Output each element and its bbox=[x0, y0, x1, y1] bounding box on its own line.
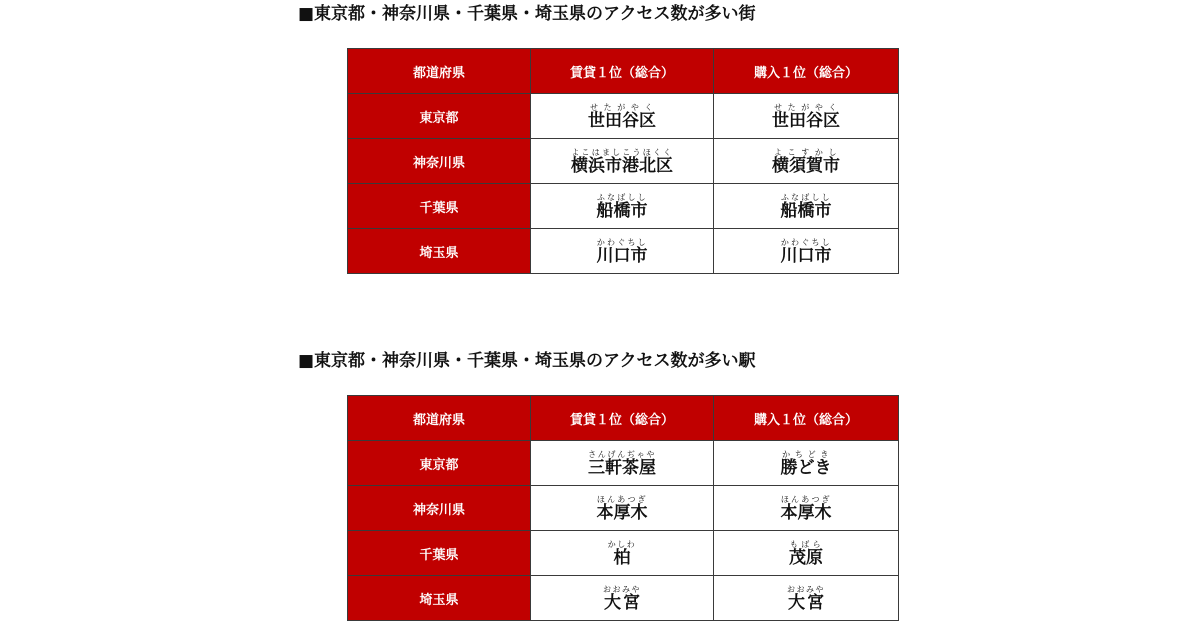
furigana: もばら bbox=[789, 539, 823, 549]
column-header-prefecture: 都道府県 bbox=[348, 49, 531, 94]
rent-cell bbox=[531, 139, 714, 184]
place-name: 横浜市港北区よこはましこうほくく bbox=[571, 147, 673, 176]
furigana: よこはましこうほくく bbox=[571, 147, 673, 157]
table-header-row bbox=[348, 49, 899, 94]
section-title-towns: ■東京都・神奈川県・千葉県・埼玉県のアクセス数が多い街 bbox=[298, 4, 756, 24]
rent-cell bbox=[531, 441, 714, 486]
table-row bbox=[348, 94, 899, 139]
place-name: 川口市かわぐちし bbox=[596, 237, 648, 266]
furigana: かわぐちし bbox=[596, 237, 648, 247]
station-name: 本厚木ほんあつぎ bbox=[780, 494, 832, 523]
column-header-prefecture: 都道府県 bbox=[348, 396, 531, 441]
furigana: さんげんぢゃや bbox=[588, 449, 656, 459]
buy-cell bbox=[714, 576, 899, 621]
section-title-stations: ■東京都・神奈川県・千葉県・埼玉県のアクセス数が多い駅 bbox=[298, 351, 756, 371]
prefecture-cell: 東京都 bbox=[348, 441, 531, 486]
station-name: 三軒茶屋さんげんぢゃや bbox=[588, 449, 656, 478]
buy-cell bbox=[714, 94, 899, 139]
stations-ranking-table bbox=[347, 395, 899, 621]
furigana: おおみや bbox=[603, 584, 641, 594]
place-name: 横須賀市よこすかし bbox=[772, 147, 840, 176]
rent-cell bbox=[531, 531, 714, 576]
table-row bbox=[348, 441, 899, 486]
rent-cell bbox=[531, 576, 714, 621]
rent-cell bbox=[531, 184, 714, 229]
table-row bbox=[348, 184, 899, 229]
furigana: かしわ bbox=[607, 539, 637, 549]
station-name: 大宮おおみや bbox=[603, 584, 641, 613]
furigana: ふなばしし bbox=[780, 192, 832, 202]
station-name: 大宮おおみや bbox=[787, 584, 825, 613]
table-row bbox=[348, 576, 899, 621]
rent-cell bbox=[531, 94, 714, 139]
furigana: おおみや bbox=[787, 584, 825, 594]
column-header-rent-rank1: 賃貸１位（総合） bbox=[531, 49, 714, 94]
table-row bbox=[348, 486, 899, 531]
place-name: 世田谷区せたがやく bbox=[772, 102, 840, 131]
furigana: ふなばしし bbox=[596, 192, 648, 202]
furigana: せたがやく bbox=[588, 102, 656, 112]
buy-cell bbox=[714, 184, 899, 229]
prefecture-cell: 東京都 bbox=[348, 94, 531, 139]
furigana: よこすかし bbox=[772, 147, 840, 157]
furigana: せたがやく bbox=[772, 102, 840, 112]
rent-cell bbox=[531, 486, 714, 531]
table-row bbox=[348, 531, 899, 576]
rent-cell bbox=[531, 229, 714, 274]
column-header-buy-rank1: 購入１位（総合） bbox=[714, 49, 899, 94]
furigana: ほんあつぎ bbox=[596, 494, 648, 504]
prefecture-cell: 千葉県 bbox=[348, 531, 531, 576]
prefecture-cell: 神奈川県 bbox=[348, 139, 531, 184]
place-name: 川口市かわぐちし bbox=[780, 237, 832, 266]
buy-cell bbox=[714, 486, 899, 531]
place-name: 船橋市ふなばしし bbox=[596, 192, 648, 221]
column-header-rent-rank1: 賃貸１位（総合） bbox=[531, 396, 714, 441]
prefecture-cell: 神奈川県 bbox=[348, 486, 531, 531]
prefecture-cell: 埼玉県 bbox=[348, 576, 531, 621]
buy-cell bbox=[714, 229, 899, 274]
station-name: 茂原もばら bbox=[789, 539, 823, 568]
place-name: 船橋市ふなばしし bbox=[780, 192, 832, 221]
furigana: かわぐちし bbox=[780, 237, 832, 247]
station-name: 本厚木ほんあつぎ bbox=[596, 494, 648, 523]
table-row bbox=[348, 229, 899, 274]
table-header-row bbox=[348, 396, 899, 441]
station-name: 柏かしわ bbox=[607, 539, 637, 568]
towns-ranking-table bbox=[347, 48, 899, 274]
buy-cell bbox=[714, 139, 899, 184]
buy-cell bbox=[714, 531, 899, 576]
furigana: ほんあつぎ bbox=[780, 494, 832, 504]
prefecture-cell: 千葉県 bbox=[348, 184, 531, 229]
station-name: 勝どきかちどき bbox=[780, 449, 832, 478]
column-header-buy-rank1: 購入１位（総合） bbox=[714, 396, 899, 441]
place-name: 世田谷区せたがやく bbox=[588, 102, 656, 131]
furigana: かちどき bbox=[780, 449, 832, 459]
prefecture-cell: 埼玉県 bbox=[348, 229, 531, 274]
buy-cell bbox=[714, 441, 899, 486]
table-row bbox=[348, 139, 899, 184]
